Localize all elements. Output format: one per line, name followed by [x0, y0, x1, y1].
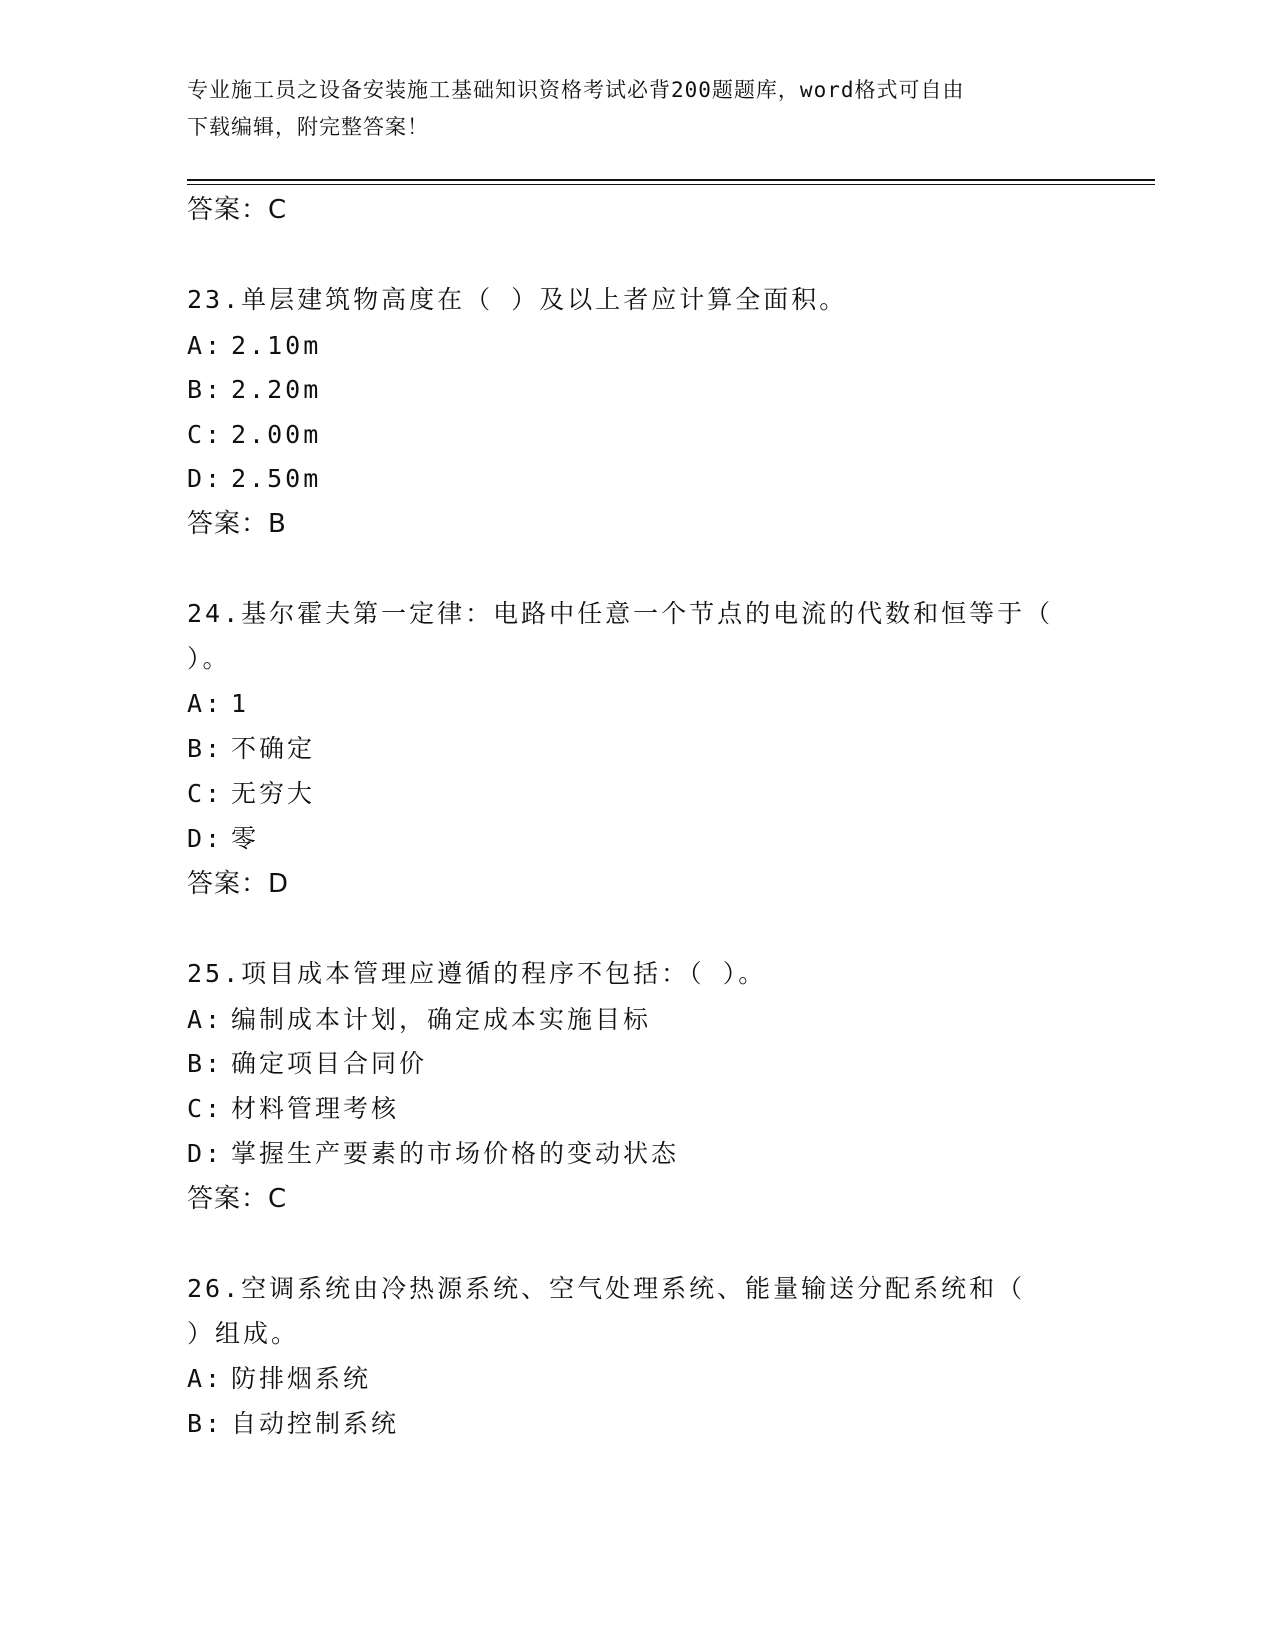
question-24-stem-line-1: 24.基尔霍夫第一定律：电路中任意一个节点的电流的代数和恒等于（: [187, 599, 1054, 628]
top-answer: 答案：C: [187, 195, 288, 225]
header-rule-thin: [187, 184, 1155, 185]
question-25-option-d: D: 掌握生产要素的市场价格的变动状态: [187, 1139, 680, 1168]
question-24-option-a: A: 1: [187, 689, 250, 718]
question-24-option-d: D: 零: [187, 824, 260, 853]
question-23-answer: 答案：B: [187, 509, 287, 539]
question-26-stem-line-1: 26.空调系统由冷热源系统、空气处理系统、能量输送分配系统和（: [187, 1274, 1026, 1303]
header-text: [187, 72, 1087, 146]
header-line-2: 下载编辑，附完整答案！: [187, 115, 429, 139]
question-23-option-c: C: 2.00m: [187, 420, 322, 449]
question-25-answer: 答案：C: [187, 1184, 288, 1214]
question-23-option-b: B: 2.20m: [187, 375, 322, 404]
question-26-option-b: B: 自动控制系统: [187, 1409, 400, 1438]
question-26-stem-line-2: ）组成。: [187, 1319, 300, 1348]
question-26-option-a: A: 防排烟系统: [187, 1364, 372, 1393]
header-line-1: 专业施工员之设备安装施工基础知识资格考试必背200题题库，word格式可自由: [187, 78, 965, 102]
question-23-option-d: D: 2.50m: [187, 464, 322, 493]
question-23-option-a: A: 2.10m: [187, 331, 322, 360]
question-25-stem: 25.项目成本管理应遵循的程序不包括：（ ）。: [187, 959, 767, 988]
question-25-option-b: B: 确定项目合同价: [187, 1049, 428, 1078]
question-24-answer: 答案：D: [187, 869, 290, 899]
question-24-stem-line-2: ）。: [187, 644, 231, 673]
question-24-option-b: B: 不确定: [187, 734, 316, 763]
question-25-option-c: C: 材料管理考核: [187, 1094, 400, 1123]
header-rule-thick: [187, 179, 1155, 181]
question-25-option-a: A: 编制成本计划，确定成本实施目标: [187, 1005, 652, 1034]
question-23-stem: 23.单层建筑物高度在（ ）及以上者应计算全面积。: [187, 285, 848, 314]
question-24-option-c: C: 无穷大: [187, 779, 316, 808]
